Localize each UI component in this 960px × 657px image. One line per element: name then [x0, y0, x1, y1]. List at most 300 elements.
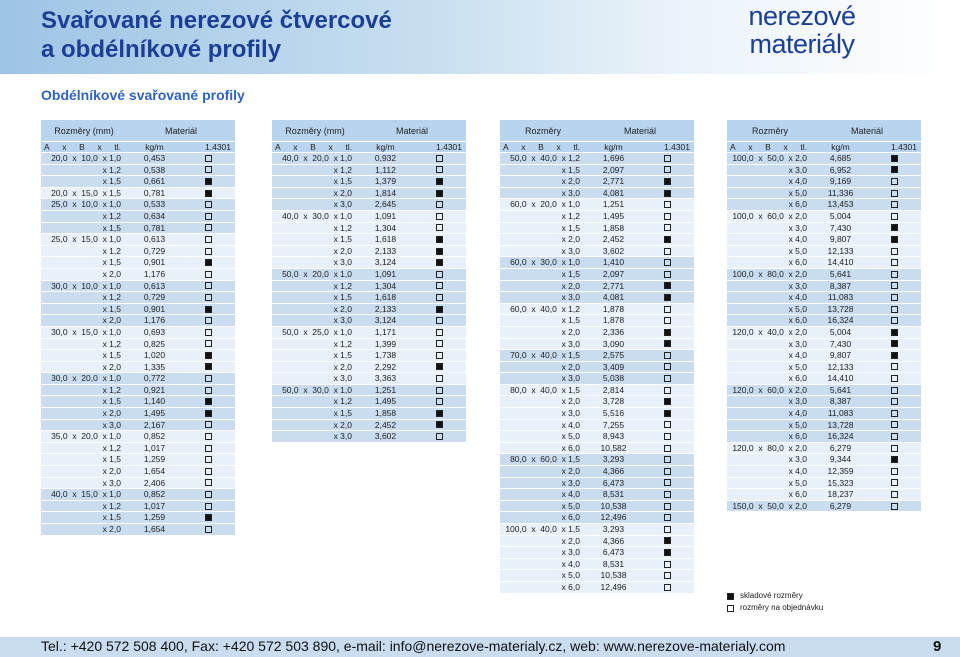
- cell-kg-per-m: 8,387: [813, 396, 868, 407]
- cell-material: [641, 199, 694, 210]
- cell-kg-per-m: 5,004: [813, 327, 868, 338]
- cell-material: [641, 165, 694, 176]
- legend: [727, 590, 823, 614]
- table-row: [500, 373, 694, 385]
- cell-kg-per-m: 4,081: [586, 188, 641, 199]
- cell-material: [641, 234, 694, 245]
- header-material: Materiál: [164, 125, 197, 136]
- cell-dimensions: x 2,0: [500, 466, 586, 477]
- cell-material: [413, 292, 466, 303]
- cell-kg-per-m: 6,279: [813, 443, 868, 454]
- subheader-dims: [41, 142, 127, 152]
- empty-square-icon: [205, 294, 212, 301]
- cell-dimensions: x 1,5: [41, 396, 127, 407]
- table-row: [500, 315, 694, 327]
- table-row: [272, 315, 466, 327]
- empty-square-icon: [664, 584, 671, 591]
- cell-dimensions: x 4,0: [727, 350, 813, 361]
- cell-kg-per-m: 6,473: [586, 478, 641, 489]
- table-row: [41, 373, 235, 385]
- cell-material: [868, 350, 921, 361]
- cell-kg-per-m: 9,807: [813, 234, 868, 245]
- cell-kg-per-m: 3,124: [358, 257, 413, 268]
- filled-square-icon: [436, 421, 443, 428]
- table-column-1: [41, 120, 235, 536]
- filled-square-icon: [664, 410, 671, 417]
- table-row: [41, 385, 235, 397]
- empty-square-icon: [436, 433, 443, 440]
- subheader-kg: kg/m: [127, 142, 182, 152]
- subheader-material: 1.4301: [868, 142, 921, 152]
- cell-dimensions: x 1,5: [272, 176, 358, 187]
- cell-dimensions: 100,0 x 50,0 x 2,0: [727, 153, 813, 164]
- cell-kg-per-m: 1,495: [586, 211, 641, 222]
- cell-material: [868, 454, 921, 465]
- cell-material: [868, 339, 921, 350]
- cell-material: [182, 408, 235, 419]
- cell-dimensions: x 3,0: [500, 188, 586, 199]
- empty-square-icon: [891, 398, 898, 405]
- cell-material: [413, 396, 466, 407]
- filled-square-icon: [436, 410, 443, 417]
- cell-material: [641, 339, 694, 350]
- cell-material: [413, 211, 466, 222]
- table-row: [500, 559, 694, 571]
- filled-square-icon: [205, 178, 212, 185]
- cell-kg-per-m: 1,878: [586, 304, 641, 315]
- table-row: [272, 188, 466, 200]
- empty-square-icon: [205, 479, 212, 486]
- cell-kg-per-m: 2,814: [586, 385, 641, 396]
- cell-kg-per-m: 0,661: [127, 176, 182, 187]
- table-row: [500, 246, 694, 258]
- cell-material: [868, 211, 921, 222]
- cell-dimensions: x 1,2: [41, 165, 127, 176]
- cell-material: [413, 257, 466, 268]
- empty-square-icon: [664, 248, 671, 255]
- table-row: [41, 199, 235, 211]
- table-row: [272, 257, 466, 269]
- cell-kg-per-m: 2,133: [358, 246, 413, 257]
- cell-dimensions: x 3,0: [727, 454, 813, 465]
- cell-material: [182, 396, 235, 407]
- cell-material: [641, 570, 694, 581]
- table-row: [500, 327, 694, 339]
- cell-material: [868, 199, 921, 210]
- cell-material: [868, 257, 921, 268]
- table-row: [272, 246, 466, 258]
- cell-dimensions: 40,0 x 20,0 x 1,0: [272, 153, 358, 164]
- contact-info: Tel.: +420 572 508 400, Fax: +420 572 503 890, e-mail: info@nerezove-materialy.cz, web: www.nerezove-materialy.com: [41, 638, 786, 654]
- cell-kg-per-m: 1,304: [358, 281, 413, 292]
- legend-item-order: [727, 602, 823, 614]
- table-row: [500, 478, 694, 490]
- table-row: [272, 176, 466, 188]
- legend-item-stock: [727, 590, 823, 602]
- filled-square-icon: [436, 236, 443, 243]
- cell-dimensions: x 4,0: [727, 176, 813, 187]
- cell-material: [182, 501, 235, 512]
- cell-kg-per-m: 0,825: [127, 339, 182, 350]
- cell-material: [868, 281, 921, 292]
- cell-material: [641, 257, 694, 268]
- cell-kg-per-m: 0,901: [127, 257, 182, 268]
- header-material: Materiál: [623, 125, 656, 136]
- footer: [0, 637, 960, 657]
- cell-dimensions: x 5,0: [500, 570, 586, 581]
- cell-dimensions: x 2,0: [41, 269, 127, 280]
- empty-square-icon: [205, 271, 212, 278]
- cell-dimensions: x 3,0: [500, 246, 586, 257]
- cell-dimensions: x 3,0: [272, 199, 358, 210]
- cell-kg-per-m: 6,279: [813, 501, 868, 512]
- empty-square-icon: [205, 236, 212, 243]
- cell-kg-per-m: 0,729: [127, 246, 182, 257]
- filled-square-icon: [436, 363, 443, 370]
- cell-kg-per-m: 11,083: [813, 408, 868, 419]
- empty-square-icon: [436, 329, 443, 336]
- cell-material: [182, 339, 235, 350]
- table-row: [272, 165, 466, 177]
- table-row: [500, 223, 694, 235]
- cell-material: [641, 443, 694, 454]
- cell-dimensions: x 3,0: [272, 257, 358, 268]
- table-column-4: [727, 120, 921, 512]
- table-row: [41, 420, 235, 432]
- cell-kg-per-m: 1,112: [358, 165, 413, 176]
- table-row: [272, 339, 466, 351]
- cell-kg-per-m: 2,097: [586, 165, 641, 176]
- table-row: [41, 339, 235, 351]
- subheader-x1: x: [293, 142, 298, 152]
- subheader-A: A: [503, 142, 509, 152]
- cell-material: [182, 281, 235, 292]
- cell-material: [641, 269, 694, 280]
- table-row: [41, 304, 235, 316]
- empty-square-icon: [891, 421, 898, 428]
- cell-material: [868, 501, 921, 512]
- cell-kg-per-m: 16,324: [813, 315, 868, 326]
- cell-kg-per-m: 12,496: [586, 582, 641, 593]
- cell-material: [413, 373, 466, 384]
- cell-kg-per-m: 1,654: [127, 524, 182, 535]
- empty-square-icon: [664, 155, 671, 162]
- table-row: [500, 269, 694, 281]
- filled-square-icon: [891, 236, 898, 243]
- cell-dimensions: x 3,0: [500, 373, 586, 384]
- table-row: [727, 362, 921, 374]
- cell-material: [413, 304, 466, 315]
- table-row: [727, 257, 921, 269]
- cell-material: [868, 246, 921, 257]
- empty-square-icon: [205, 526, 212, 533]
- table-column-3: [500, 120, 694, 594]
- cell-kg-per-m: 1,020: [127, 350, 182, 361]
- cell-material: [641, 246, 694, 257]
- cell-material: [182, 454, 235, 465]
- cell-dimensions: x 1,5: [41, 176, 127, 187]
- cell-material: [182, 165, 235, 176]
- cell-dimensions: x 3,0: [500, 547, 586, 558]
- table-row: [41, 153, 235, 165]
- cell-kg-per-m: 1,304: [358, 223, 413, 234]
- cell-kg-per-m: 0,921: [127, 385, 182, 396]
- cell-material: [641, 362, 694, 373]
- table-row: [41, 188, 235, 200]
- cell-dimensions: 40,0 x 30,0 x 1,0: [272, 211, 358, 222]
- empty-square-icon: [891, 491, 898, 498]
- table-row: [41, 524, 235, 536]
- cell-material: [182, 373, 235, 384]
- table-row: [727, 199, 921, 211]
- table-header: [500, 120, 694, 142]
- cell-material: [413, 281, 466, 292]
- cell-dimensions: x 3,0: [727, 223, 813, 234]
- empty-square-icon: [891, 503, 898, 510]
- table-row: [500, 431, 694, 443]
- cell-kg-per-m: 0,634: [127, 211, 182, 222]
- table-row: [727, 466, 921, 478]
- cell-dimensions: x 3,0: [41, 420, 127, 431]
- cell-material: [641, 315, 694, 326]
- cell-dimensions: x 2,0: [500, 234, 586, 245]
- empty-square-icon: [664, 306, 671, 313]
- cell-material: [182, 188, 235, 199]
- cell-dimensions: x 1,5: [41, 350, 127, 361]
- table-row: [41, 223, 235, 235]
- table-row: [41, 292, 235, 304]
- table-row: [272, 281, 466, 293]
- cell-material: [868, 165, 921, 176]
- empty-square-icon: [664, 375, 671, 382]
- cell-kg-per-m: 6,952: [813, 165, 868, 176]
- cell-kg-per-m: 2,645: [358, 199, 413, 210]
- table-subheader: [41, 142, 235, 153]
- cell-kg-per-m: 0,453: [127, 153, 182, 164]
- cell-kg-per-m: 13,728: [813, 420, 868, 431]
- filled-square-icon: [205, 363, 212, 370]
- filled-square-icon: [664, 398, 671, 405]
- cell-kg-per-m: 5,004: [813, 211, 868, 222]
- table-row: [727, 315, 921, 327]
- cell-kg-per-m: 8,531: [586, 489, 641, 500]
- cell-kg-per-m: 1,251: [586, 199, 641, 210]
- subheader-dims: [500, 142, 586, 152]
- cell-kg-per-m: 7,430: [813, 339, 868, 350]
- cell-dimensions: x 2,0: [41, 466, 127, 477]
- page-number: 9: [933, 638, 942, 655]
- table-row: [500, 188, 694, 200]
- table-row: [272, 420, 466, 432]
- table-row: [272, 431, 466, 443]
- cell-material: [868, 478, 921, 489]
- cell-material: [641, 501, 694, 512]
- cell-kg-per-m: 1,618: [358, 292, 413, 303]
- cell-material: [868, 223, 921, 234]
- cell-material: [641, 385, 694, 396]
- subheader-A: A: [275, 142, 281, 152]
- cell-kg-per-m: 0,613: [127, 234, 182, 245]
- cell-dimensions: 50,0 x 25,0 x 1,0: [272, 327, 358, 338]
- table-row: [272, 362, 466, 374]
- empty-square-icon: [664, 352, 671, 359]
- empty-square-icon: [205, 433, 212, 440]
- empty-square-icon: [205, 213, 212, 220]
- cell-kg-per-m: 9,807: [813, 350, 868, 361]
- table-row: [41, 211, 235, 223]
- cell-kg-per-m: 10,582: [586, 443, 641, 454]
- subheader-x1: x: [521, 142, 526, 152]
- cell-dimensions: 60,0 x 20,0 x 1,0: [500, 199, 586, 210]
- cell-dimensions: x 4,0: [500, 420, 586, 431]
- table-row: [727, 223, 921, 235]
- table-row: [500, 466, 694, 478]
- empty-square-icon: [436, 340, 443, 347]
- empty-square-icon: [664, 561, 671, 568]
- table-row: [41, 257, 235, 269]
- cell-kg-per-m: 1,858: [586, 223, 641, 234]
- cell-kg-per-m: 3,363: [358, 373, 413, 384]
- cell-kg-per-m: 1,091: [358, 269, 413, 280]
- cell-kg-per-m: 8,387: [813, 281, 868, 292]
- cell-material: [182, 211, 235, 222]
- cell-dimensions: x 3,0: [500, 292, 586, 303]
- cell-dimensions: 120,0 x 60,0 x 2,0: [727, 385, 813, 396]
- filled-square-icon: [891, 352, 898, 359]
- cell-dimensions: x 2,0: [41, 408, 127, 419]
- cell-kg-per-m: 1,814: [358, 188, 413, 199]
- table-row: [41, 362, 235, 374]
- table-row: [727, 281, 921, 293]
- cell-kg-per-m: 3,409: [586, 362, 641, 373]
- cell-dimensions: x 2,0: [500, 362, 586, 373]
- cell-material: [413, 176, 466, 187]
- cell-dimensions: x 1,5: [41, 257, 127, 268]
- cell-kg-per-m: 4,366: [586, 466, 641, 477]
- table-row: [272, 327, 466, 339]
- empty-square-icon: [205, 329, 212, 336]
- empty-square-icon: [664, 468, 671, 475]
- cell-kg-per-m: 0,852: [127, 489, 182, 500]
- table-row: [272, 396, 466, 408]
- cell-material: [641, 223, 694, 234]
- cell-dimensions: 25,0 x 15,0 x 1,0: [41, 234, 127, 245]
- table-row: [500, 339, 694, 351]
- cell-material: [868, 304, 921, 315]
- cell-material: [868, 315, 921, 326]
- table-row: [500, 362, 694, 374]
- subheader-tl: tl.: [573, 142, 580, 152]
- table-row: [41, 350, 235, 362]
- filled-square-icon: [205, 259, 212, 266]
- cell-kg-per-m: 14,410: [813, 373, 868, 384]
- cell-kg-per-m: 2,575: [586, 350, 641, 361]
- cell-material: [182, 362, 235, 373]
- cell-kg-per-m: 1,259: [127, 454, 182, 465]
- cell-kg-per-m: 2,292: [358, 362, 413, 373]
- cell-material: [413, 362, 466, 373]
- cell-dimensions: x 1,2: [272, 396, 358, 407]
- subheader-material: 1.4301: [182, 142, 235, 152]
- cell-dimensions: x 1,5: [272, 292, 358, 303]
- table-row: [727, 234, 921, 246]
- cell-material: [641, 547, 694, 558]
- table-row: [500, 396, 694, 408]
- cell-dimensions: 60,0 x 40,0 x 1,2: [500, 304, 586, 315]
- cell-dimensions: x 4,0: [500, 559, 586, 570]
- logo-line-2: materiály: [749, 29, 855, 59]
- table-row: [727, 188, 921, 200]
- cell-material: [182, 246, 235, 257]
- cell-dimensions: 30,0 x 10,0 x 1,0: [41, 281, 127, 292]
- cell-dimensions: 40,0 x 15,0 x 1,0: [41, 489, 127, 500]
- cell-material: [182, 199, 235, 210]
- cell-dimensions: x 3,0: [727, 339, 813, 350]
- empty-square-icon: [664, 363, 671, 370]
- cell-material: [868, 176, 921, 187]
- header-band: [0, 0, 960, 74]
- filled-square-icon: [664, 537, 671, 544]
- empty-square-icon: [205, 387, 212, 394]
- cell-material: [182, 153, 235, 164]
- table-row: [272, 373, 466, 385]
- table-row: [727, 396, 921, 408]
- cell-dimensions: 30,0 x 20,0 x 1,0: [41, 373, 127, 384]
- filled-square-icon: [436, 259, 443, 266]
- cell-dimensions: x 2,0: [41, 315, 127, 326]
- cell-material: [182, 478, 235, 489]
- cell-material: [413, 153, 466, 164]
- cell-kg-per-m: 2,336: [586, 327, 641, 338]
- filled-square-icon: [205, 514, 212, 521]
- cell-material: [641, 559, 694, 570]
- filled-square-icon: [436, 306, 443, 313]
- subheader-A: A: [44, 142, 50, 152]
- cell-material: [641, 478, 694, 489]
- filled-square-icon: [664, 190, 671, 197]
- cell-material: [868, 408, 921, 419]
- cell-kg-per-m: 13,453: [813, 199, 868, 210]
- cell-material: [641, 188, 694, 199]
- empty-square-icon: [891, 363, 898, 370]
- cell-dimensions: x 4,0: [727, 408, 813, 419]
- cell-dimensions: 35,0 x 20,0 x 1,0: [41, 431, 127, 442]
- table-row: [727, 385, 921, 397]
- cell-dimensions: 25,0 x 10,0 x 1,0: [41, 199, 127, 210]
- table-row: [41, 431, 235, 443]
- cell-material: [413, 339, 466, 350]
- table-row: [41, 454, 235, 466]
- table-row: [41, 176, 235, 188]
- empty-square-icon: [891, 190, 898, 197]
- subheader-x2: x: [328, 142, 333, 152]
- table-row: [41, 478, 235, 490]
- table-row: [500, 281, 694, 293]
- cell-material: [182, 176, 235, 187]
- empty-square-icon: [664, 166, 671, 173]
- cell-material: [641, 489, 694, 500]
- empty-square-icon: [664, 317, 671, 324]
- cell-kg-per-m: 0,932: [358, 153, 413, 164]
- table-row: [500, 582, 694, 594]
- cell-dimensions: x 2,0: [500, 281, 586, 292]
- cell-kg-per-m: 4,366: [586, 536, 641, 547]
- header-rozmery: Rozměry: [524, 125, 561, 136]
- table-header: [272, 120, 466, 142]
- cell-kg-per-m: 1,696: [586, 153, 641, 164]
- cell-dimensions: x 6,0: [500, 512, 586, 523]
- cell-material: [641, 373, 694, 384]
